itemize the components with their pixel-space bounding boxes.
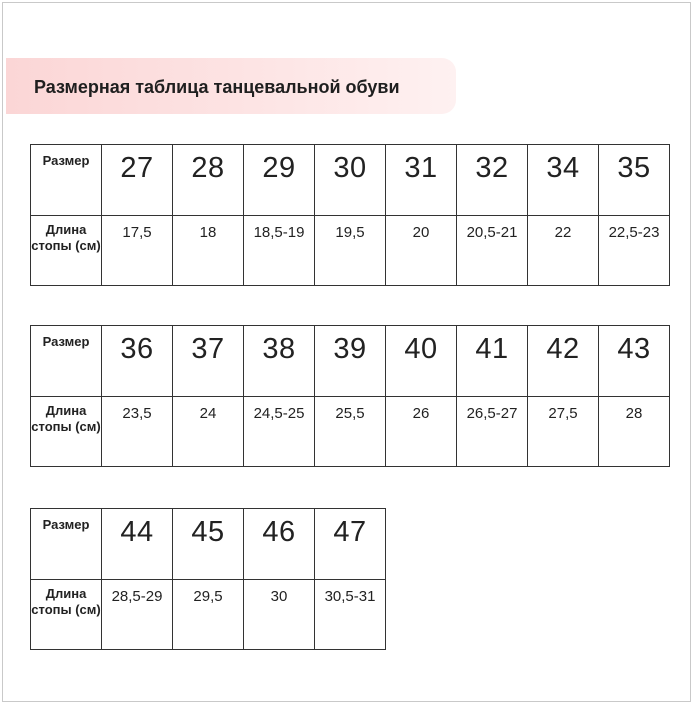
size-label: Размер bbox=[31, 326, 102, 397]
size-value: 28 bbox=[173, 145, 244, 216]
size-row bbox=[31, 326, 670, 397]
foot-length-value: 24 bbox=[173, 397, 244, 467]
foot-length-value: 30,5-31 bbox=[315, 580, 386, 650]
foot-length-value: 18,5-19 bbox=[244, 216, 315, 286]
size-value: 27 bbox=[102, 145, 173, 216]
foot-length-value: 26 bbox=[386, 397, 457, 467]
size-value: 40 bbox=[386, 326, 457, 397]
size-value: 29 bbox=[244, 145, 315, 216]
size-label: Размер bbox=[31, 509, 102, 580]
foot-length-row bbox=[31, 216, 670, 286]
size-table-2 bbox=[30, 325, 670, 467]
size-value: 46 bbox=[244, 509, 315, 580]
foot-length-label: Длина стопы (см) bbox=[31, 580, 102, 650]
size-value: 37 bbox=[173, 326, 244, 397]
foot-length-value: 25,5 bbox=[315, 397, 386, 467]
size-value: 31 bbox=[386, 145, 457, 216]
foot-length-row bbox=[31, 580, 386, 650]
size-table-3 bbox=[30, 508, 386, 650]
size-value: 44 bbox=[102, 509, 173, 580]
foot-length-label: Длина стопы (см) bbox=[31, 216, 102, 286]
foot-length-value: 18 bbox=[173, 216, 244, 286]
size-label: Размер bbox=[31, 145, 102, 216]
size-value: 36 bbox=[102, 326, 173, 397]
size-value: 41 bbox=[457, 326, 528, 397]
size-value: 42 bbox=[528, 326, 599, 397]
foot-length-value: 19,5 bbox=[315, 216, 386, 286]
foot-length-value: 28,5-29 bbox=[102, 580, 173, 650]
foot-length-value: 20,5-21 bbox=[457, 216, 528, 286]
foot-length-value: 30 bbox=[244, 580, 315, 650]
foot-length-value: 22,5-23 bbox=[599, 216, 670, 286]
foot-length-value: 20 bbox=[386, 216, 457, 286]
size-value: 38 bbox=[244, 326, 315, 397]
foot-length-value: 22 bbox=[528, 216, 599, 286]
foot-length-value: 26,5-27 bbox=[457, 397, 528, 467]
size-value: 43 bbox=[599, 326, 670, 397]
foot-length-value: 27,5 bbox=[528, 397, 599, 467]
size-value: 32 bbox=[457, 145, 528, 216]
size-row bbox=[31, 509, 386, 580]
size-value: 45 bbox=[173, 509, 244, 580]
size-value: 34 bbox=[528, 145, 599, 216]
size-value: 39 bbox=[315, 326, 386, 397]
foot-length-row bbox=[31, 397, 670, 467]
size-value: 35 bbox=[599, 145, 670, 216]
foot-length-value: 28 bbox=[599, 397, 670, 467]
size-value: 30 bbox=[315, 145, 386, 216]
size-value: 47 bbox=[315, 509, 386, 580]
foot-length-value: 29,5 bbox=[173, 580, 244, 650]
page-title: Размерная таблица танцевальной обуви bbox=[34, 77, 400, 97]
foot-length-value: 23,5 bbox=[102, 397, 173, 467]
size-row bbox=[31, 145, 670, 216]
size-table-1 bbox=[30, 144, 670, 286]
foot-length-value: 17,5 bbox=[102, 216, 173, 286]
foot-length-label: Длина стопы (см) bbox=[31, 397, 102, 467]
foot-length-value: 24,5-25 bbox=[244, 397, 315, 467]
